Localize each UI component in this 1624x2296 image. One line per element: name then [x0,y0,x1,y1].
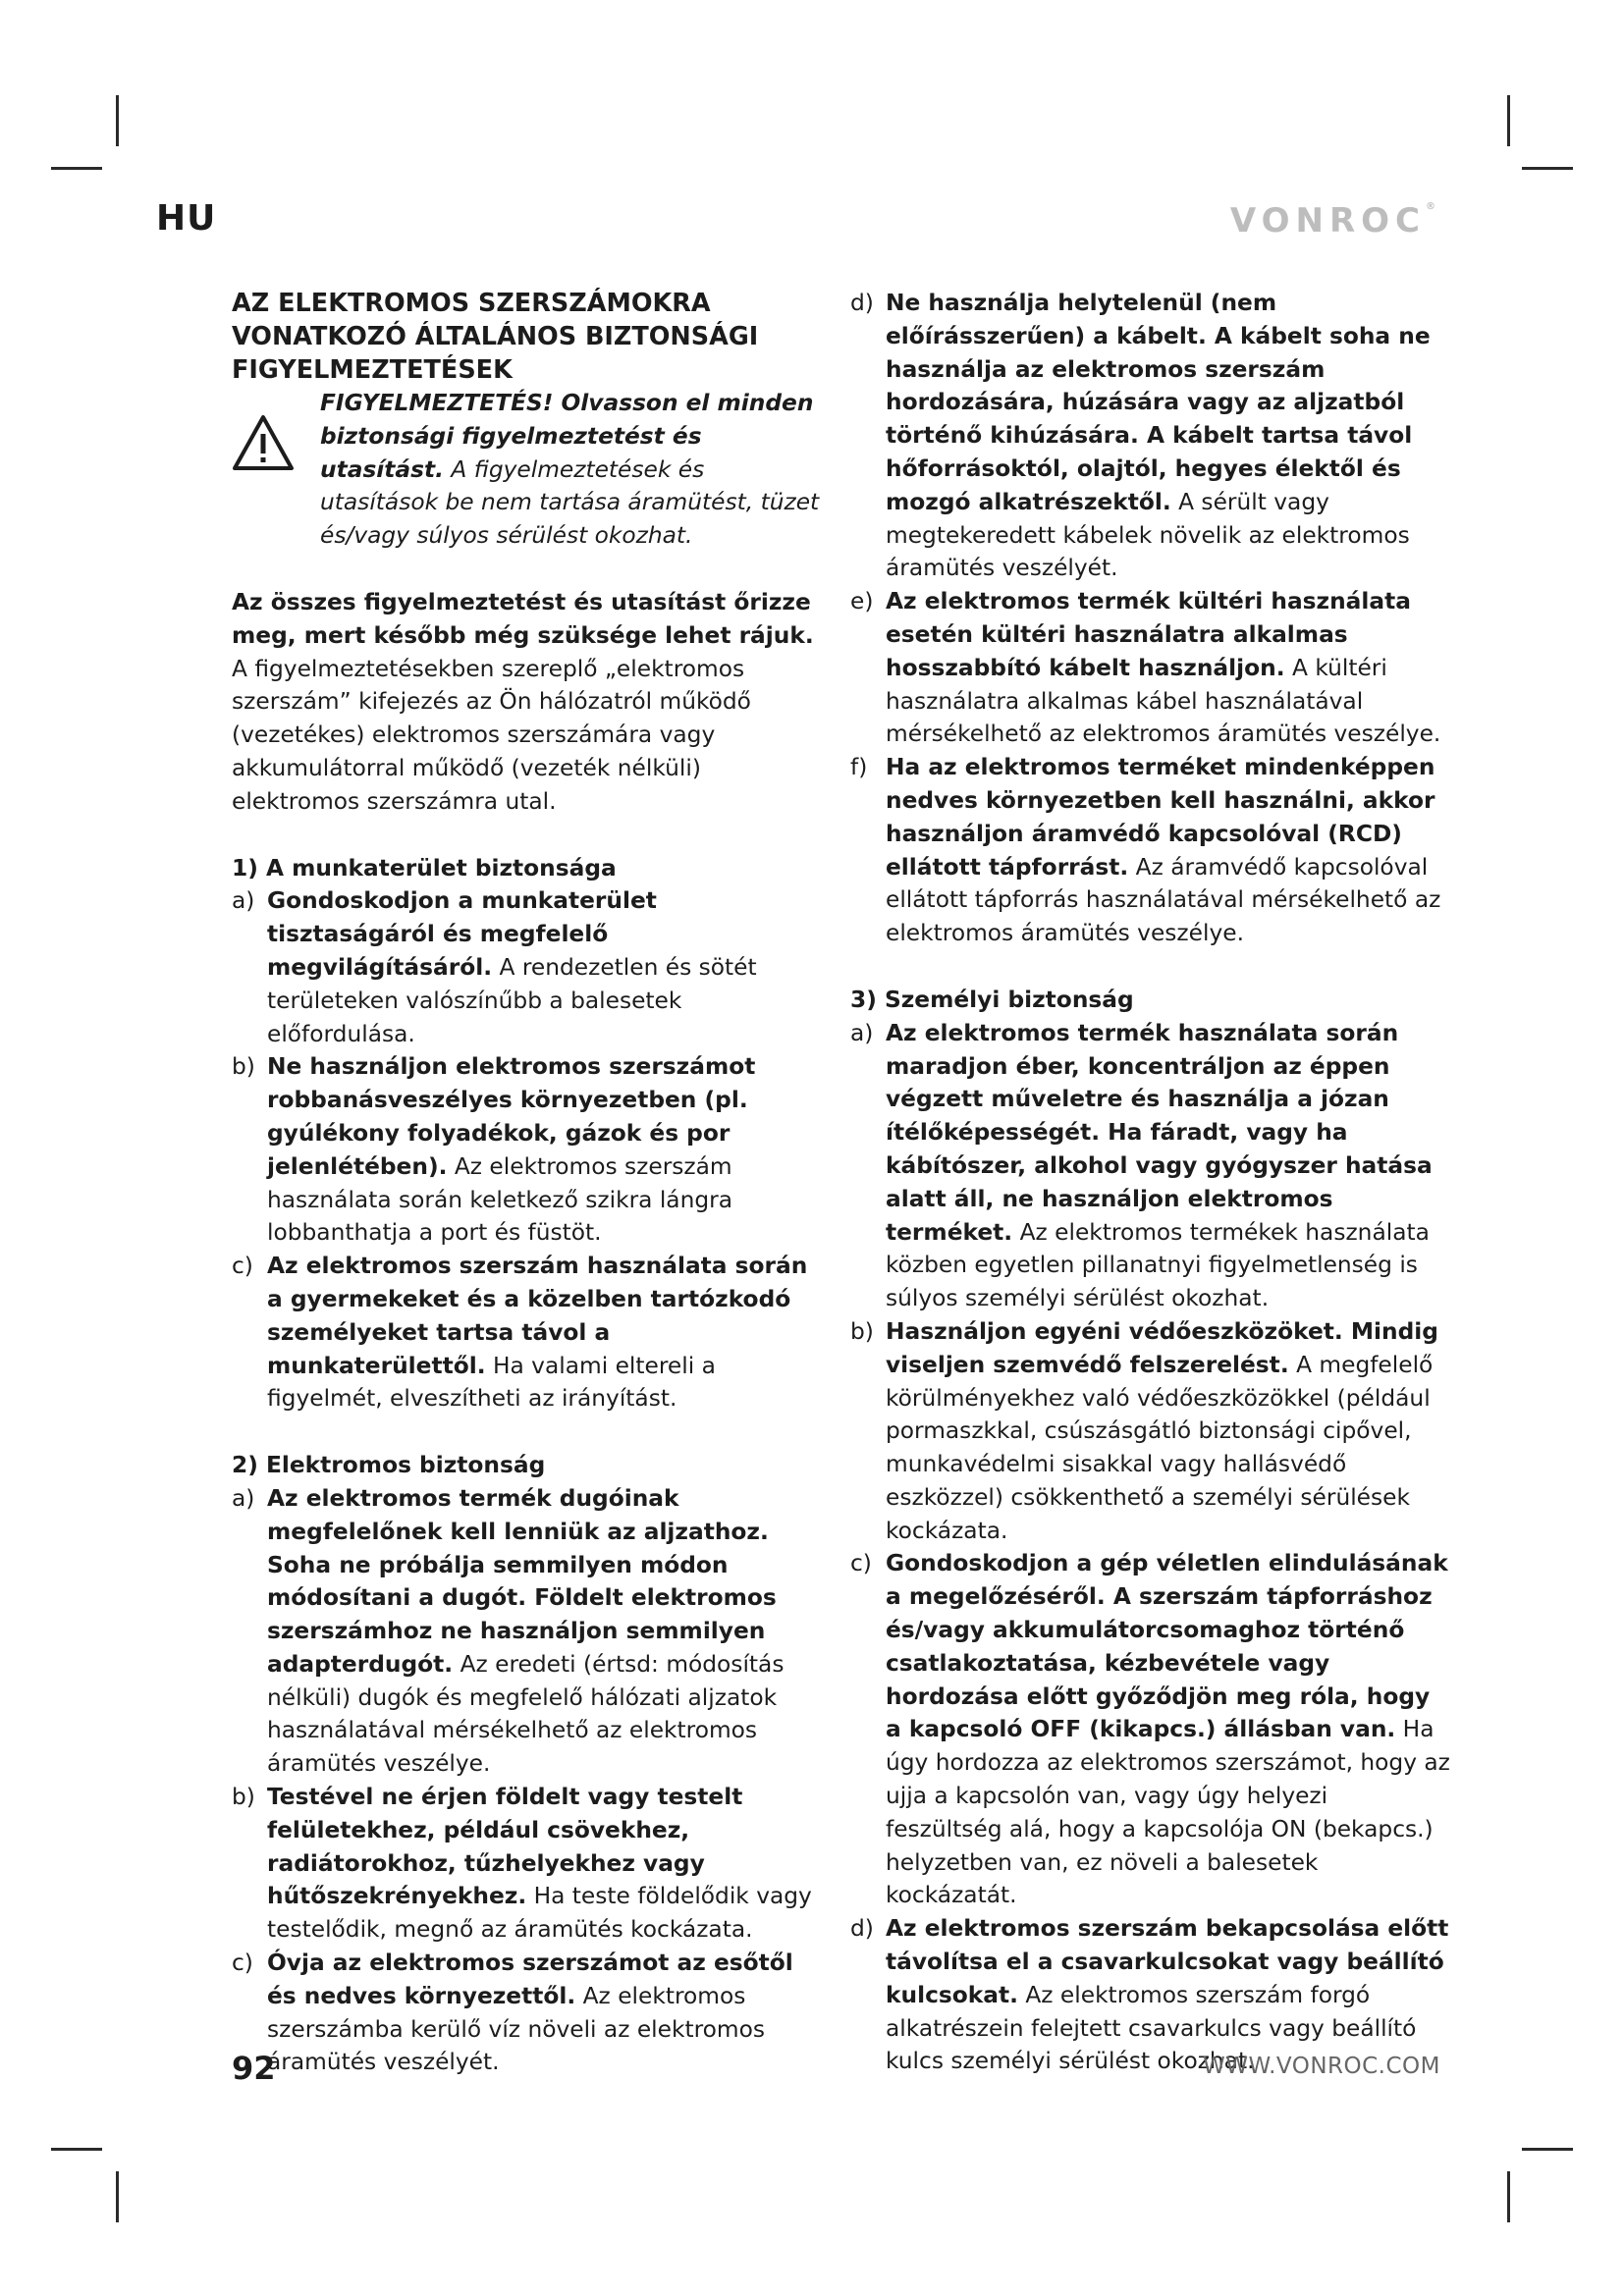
crop-mark [116,95,119,146]
list-item: d) Az elektromos szerszám bekapcsolása előtt távolítsa el a csavarkulcsokat vagy beállító kulcsokat. Az elektromos szerszám forgó alkatrészein felejtett csavarkulcs vagy beállító kulcs személyi sérülést okozhat. [850,1915,1449,2075]
list-item: a) Az elektromos termék dugóinak megfelelőnek kell lenniük az aljzathoz. Soha ne próbálja semmilyen módon módosítani a dugót. Földelt elektromos szerszámhoz ne használjon semmilyen adapterdugót. Az eredeti (értsd: módosítás nélküli) dugók és megfelelő hálózati aljzatok használatával mérsékelhető az elektromos áramütés veszélye. [232,1484,785,1778]
list-item: c) Az elektromos szerszám használata során a gyermekeket és a közelben tartózkodó személyeket tartsa távol a munkaterülettől. Ha valami eltereli a figyelmét, elveszítheti az irányítást. [232,1253,808,1413]
left-column [232,287,821,2079]
website-url: WWW.VONROC.COM [1203,2054,1440,2079]
list-item: b) Ne használjon elektromos szerszámot robbanásveszélyes környezetben (pl. gyúlékony folyadékok, gázok és por jelenlétében). Az elektromos szerszám használata során keletkező szikra lángra lobbanthatja a port és füstöt. [232,1053,756,1247]
list-item: a) Az elektromos termék használata során maradjon éber, koncentráljon az éppen végzett műveletre és használja a józan ítélőképességét. Ha fáradt, vagy ha kábítószer, alkohol vagy gyógyszer hatása alatt áll, ne használjon elektromos terméket. Az elektromos termékek használata közben egyetlen pillanatnyi figyelmetlenség is súlyos személyi sérülést okozhat. [850,1019,1433,1312]
list-item: c) Gondoskodjon a gép véletlen elindulásának a megelőzéséről. A szerszám tápforráshoz és/vagy akkumulátorcsomaghoz történő csatlakoztatása, kézbevétele vagy hordozása előtt győződjön meg róla, hogy a kapcsoló OFF (kikapcs.) állásban van. Ha úgy hordozza az elektromos szerszámot, hogy az ujja a kapcsolón van, vagy úgy helyezi feszültség alá, hogy a kapcsolója ON (bekapcs.) helyzetben van, ez növeli a balesetek kockázatát. [850,1550,1450,1909]
crop-mark [1507,2171,1510,2222]
crop-mark [1507,95,1510,146]
list-item: a) Gondoskodjon a munkaterület tisztaságáról és megfelelő megvilágításáról. A rendezetlen és sötét területeken valószínűbb a balesetek előfordulása. [232,887,757,1047]
crop-mark [1522,2148,1573,2151]
list-item: e) Az elektromos termék kültéri használata esetén kültéri használatra alkalmas hosszabbító kábelt használjon. A kültéri használatra alkalmas kábel használatával mérsékelhető az elektromos áramütés veszélye. [850,588,1441,748]
right-column [850,287,1451,2078]
crop-mark [1522,167,1573,170]
crop-mark [51,167,102,170]
list-item: b) Testével ne érjen földelt vagy testelt felületekhez, például csövekhez, radiátorokhoz, tűzhelyekhez vagy hűtőszekrényekhez. Ha teste földelődik vagy testelődik, megnő az áramütés kockázata. [232,1784,812,1944]
warning-block [232,387,821,553]
section-heading-2: 2) Elektromos biztonság [232,1452,546,1479]
warning-bold-text: FIGYELMEZTETÉS! Olvasson el minden biztonsági figyelmeztetést és utasítást. [320,390,814,483]
warning-text: A figyelmeztetések és utasítások be nem tartása áramütést, tüzet és/vagy súlyos sérülést okozhat. [320,455,820,550]
warning-triangle-icon [232,414,295,471]
section-title: AZ ELEKTROMOS SZERSZÁMOKRA VONATKOZÓ ÁLTALÁNOS BIZTONSÁGI FIGYELMEZTETÉSEK [232,289,759,385]
section-heading-1: 1) A munkaterület biztonsága [232,854,617,881]
list-item: f) Ha az elektromos terméket mindenképpen nedves környezetben kell használni, akkor használjon áramvédő kapcsolóval (RCD) ellátott tápforrást. Az áramvédő kapcsolóval ellátott tápforrás használatával mérsékelhető az elektromos áramütés veszélye. [850,754,1441,947]
brand-logo: VONROC® [1229,201,1435,240]
keep-instructions-text: A figyelmeztetésekben szereplő „elektromos szerszám” kifejezés az Ön hálózatról működő (vezetékes) elektromos szerszámára vagy akkumulátorral működő (vezeték nélküli) elektromos szerszámra utal. [232,655,751,815]
section-heading-3: 3) Személyi biztonság [850,986,1134,1013]
list-item: d) Ne használja helytelenül (nem előírásszerűen) a kábelt. A kábelt soha ne használja az elektromos szerszám hordozására, húzására vagy az aljzatból történő kihúzására. A kábelt tartsa távol hőforrásoktól, olajtól, hegyes élektől és mozgó alkatrészektől. A sérült vagy megtekeredett kábelek növelik az elektromos áramütés veszélyét. [850,290,1431,582]
language-code: HU [156,198,217,239]
crop-mark [116,2171,119,2222]
page-number: 92 [232,2050,276,2087]
list-item: c) Óvja az elektromos szerszámot az esőtől és nedves környezettől. Az elektromos szerszámba kerülő víz növeli az elektromos áramütés veszélyét. [232,1949,793,2076]
crop-mark [51,2148,102,2151]
keep-instructions-bold: Az összes figyelmeztetést és utasítást őrizze meg, mert később még szüksége lehet rájuk. [232,588,814,649]
list-item: b) Használjon egyéni védőeszközöket. Mindig viseljen szemvédő felszerelést. A megfelelő körülményekhez való védőeszközökkel (például pormaszkkal, csúszásgátló biztonsági cipővel, munkavédelmi sisakkal vagy hallásvédő eszközzel) csökkenthető a személyi sérülések kockázata. [850,1317,1438,1544]
brand-name: VONROC [1229,201,1426,240]
